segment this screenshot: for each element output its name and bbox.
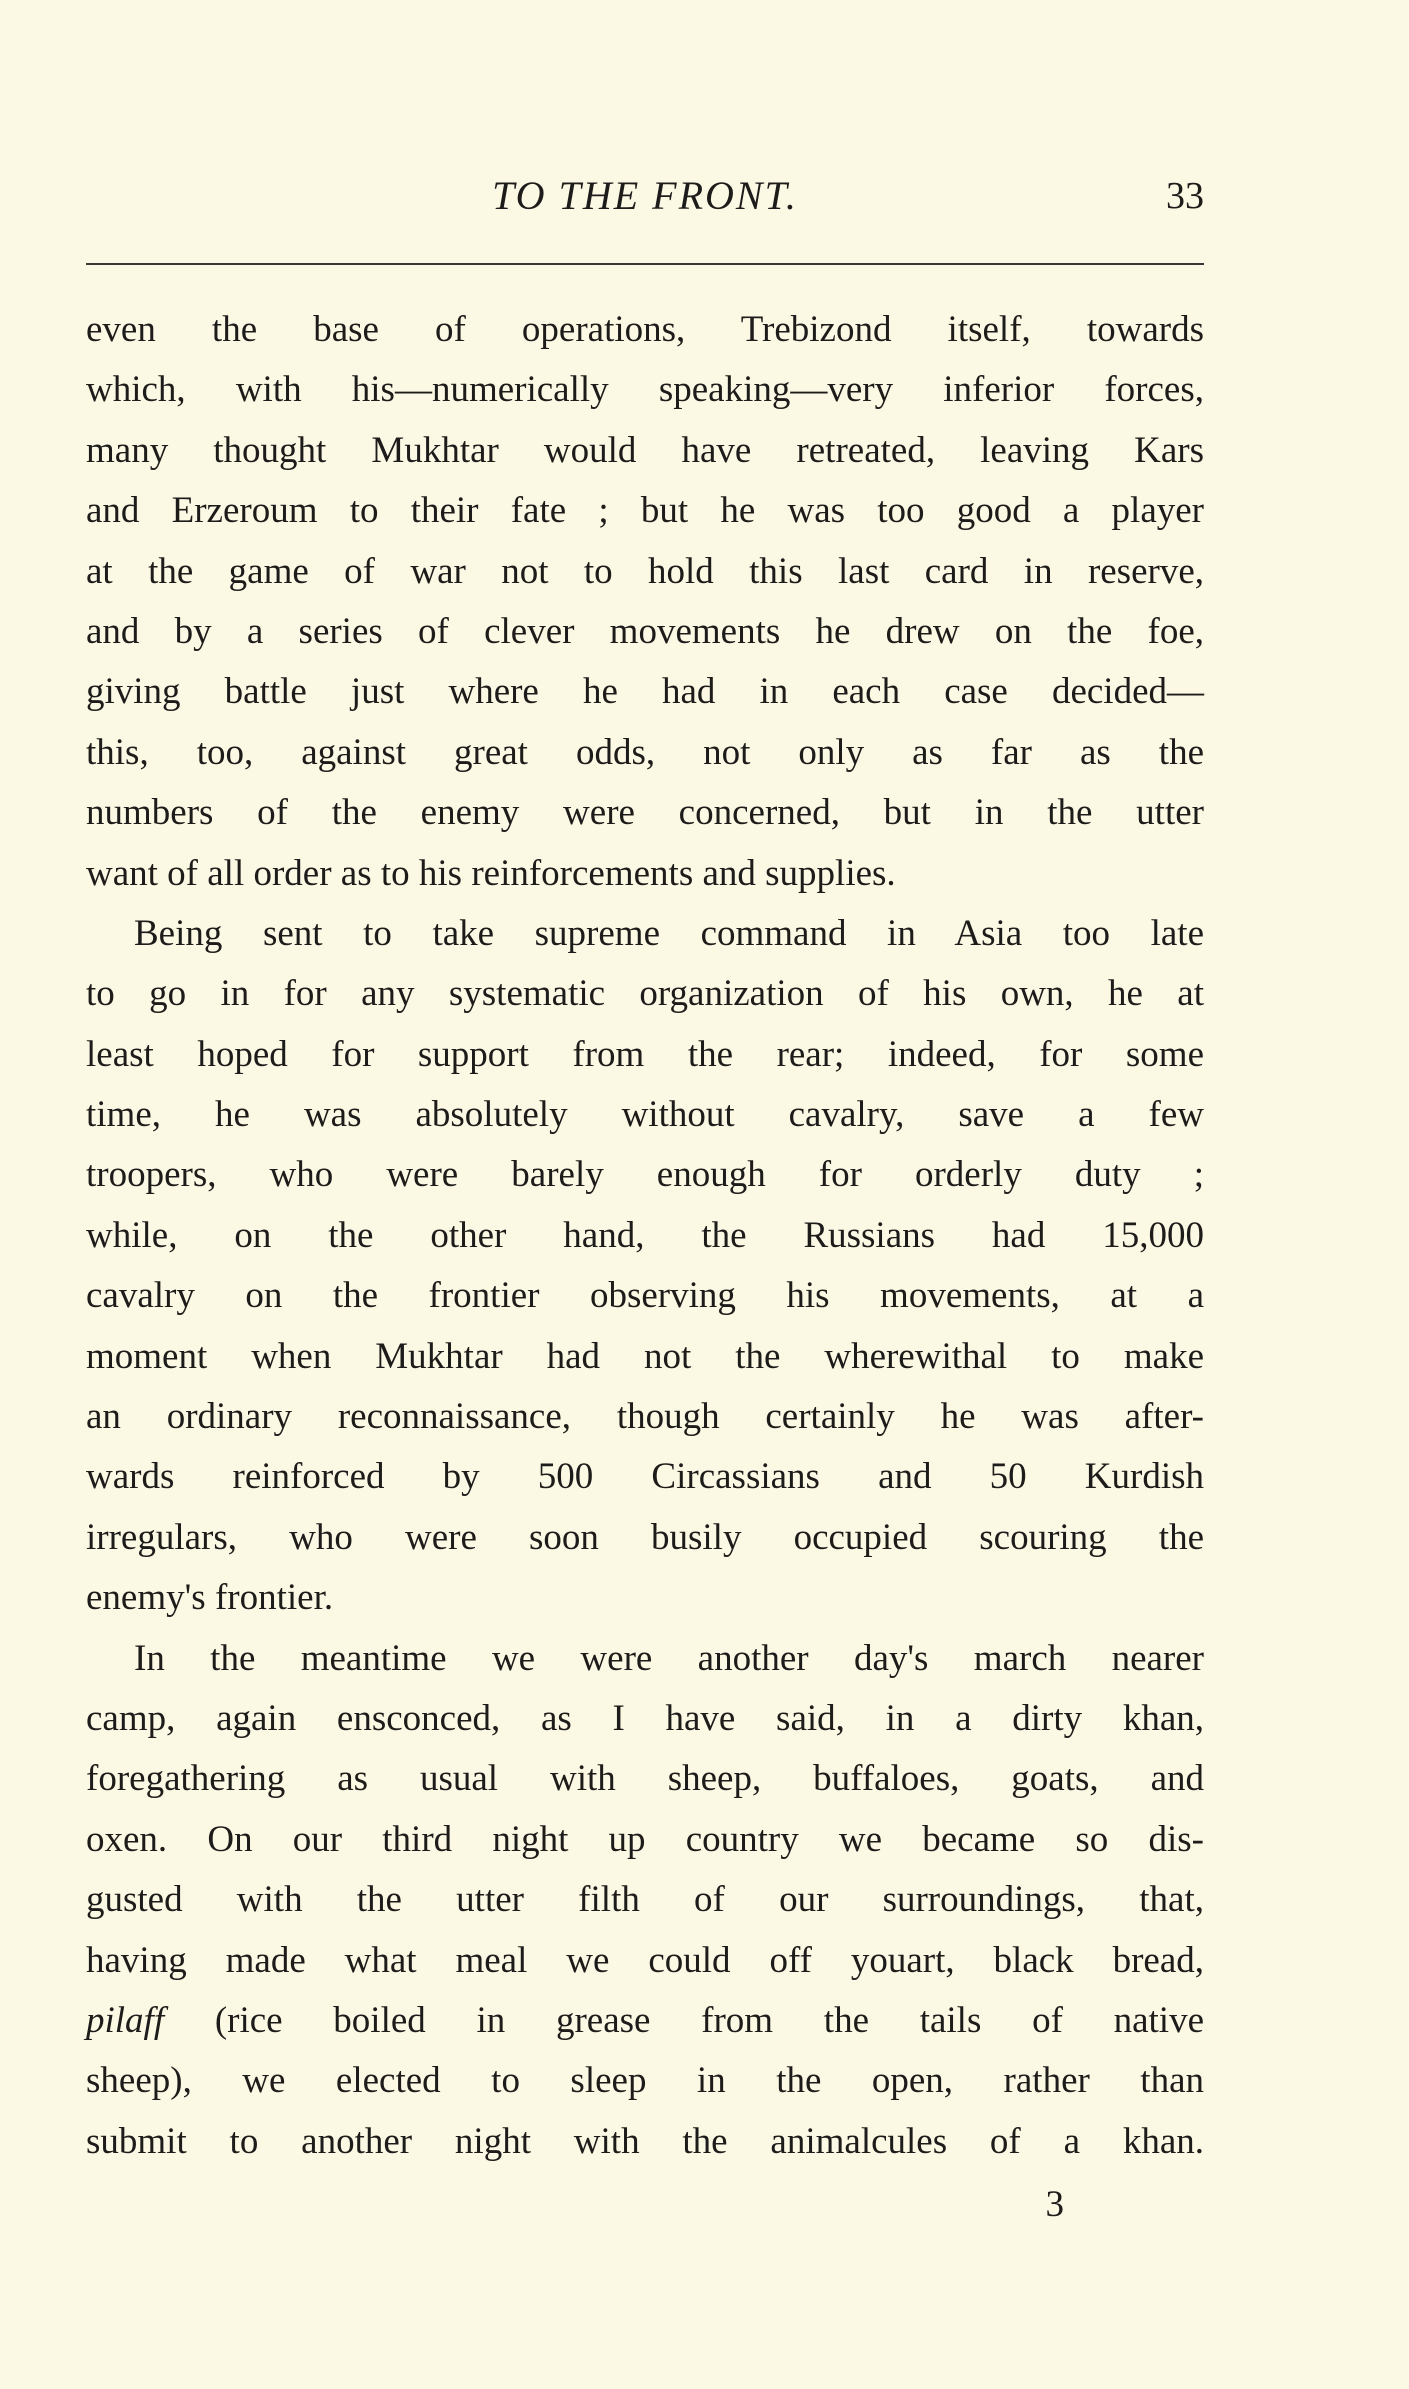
text-line: and Erzeroum to their fate ; but he was too good a player [86,490,1204,532]
header-rule [86,263,1204,265]
text-line: time, he was absolutely without cavalry, save a few [86,1094,1204,1136]
text-line: Being sent to take supreme command in Asia too late [134,912,1204,954]
paragraph-1 [86,300,1204,904]
text-line: even the base of operations, Trebizond itself, towards [86,309,1204,350]
text-line: giving battle just where he had in each case decided— [86,671,1204,713]
text-line: having made what meal we could off youart, black bread, [86,1939,1204,1981]
text-line: this, too, against great odds, not only as far as the [86,731,1204,773]
text-line: to go in for any systematic organization of his own, he at [86,973,1204,1015]
text-line: which, with his—numerically speaking—very inferior forces, [86,369,1204,411]
italic-word: pilaff [86,1999,165,2041]
text-line: cavalry on the frontier observing his movements, at a [86,1275,1204,1317]
signature-mark: 3 [1045,2184,1064,2225]
text-line: troopers, who were barely enough for orderly duty ; [86,1154,1204,1196]
text-line: enemy's frontier. [86,1577,334,1619]
text-line: irregulars, who were soon busily occupied scouring the [86,1516,1204,1558]
text-line: foregathering as usual with sheep, buffaloes, goats, and [86,1758,1204,1800]
text-line: moment when Mukhtar had not the wherewithal to make [86,1335,1204,1377]
text-line: many thought Mukhtar would have retreated, leaving Kars [86,429,1204,471]
text-line: while, on the other hand, the Russians had 15,000 [86,1214,1204,1256]
text-line: sheep), we elected to sleep in the open, rather than [86,2060,1204,2102]
text-line: oxen. On our third night up country we became so dis- [86,1818,1204,1860]
running-head [86,172,1204,232]
text-line: submit to another night with the animalcules of a khan. [86,2120,1204,2162]
text-line: wards reinforced by 500 Circassians and 50 Kurdish [86,1456,1204,1498]
paragraph-2 [86,904,1204,1629]
text-line: want of all order as to his reinforcements and supplies. [86,852,896,894]
text-line: gusted with the utter filth of our surroundings, that, [86,1879,1204,1921]
body-text [86,300,1204,2172]
text-line: numbers of the enemy were concerned, but in the utter [86,792,1204,834]
text-line: pilaff (rice boiled in grease from the tails of native [86,1999,1204,2041]
text-line: and by a series of clever movements he drew on the foe, [86,610,1204,652]
paragraph-3 [86,1629,1204,2173]
text-line: least hoped for support from the rear; indeed, for some [86,1033,1204,1075]
text-line: an ordinary reconnaissance, though certainly he was after- [86,1396,1204,1438]
page-number: 33 [1166,175,1204,217]
running-title: TO THE FRONT. [492,173,798,218]
text-line: camp, again ensconced, as I have said, in a dirty khan, [86,1697,1204,1739]
text-line: In the meantime we were another day's march nearer [134,1637,1204,1679]
text-line: at the game of war not to hold this last card in reserve, [86,550,1204,592]
